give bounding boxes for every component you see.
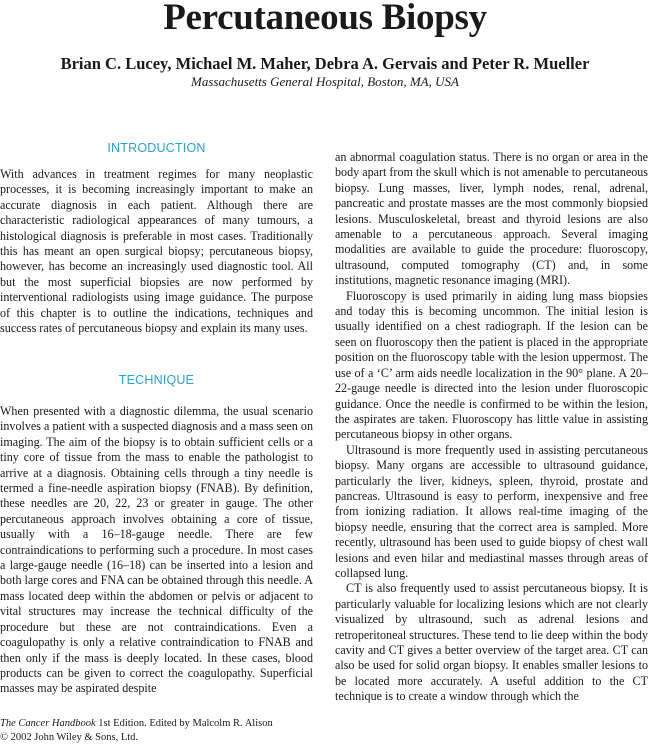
- technique-body: [0, 404, 313, 697]
- paragraph-ct: CT is also frequently used to assist percutaneous biopsy. It is particularly valuable for localizing lesions which are not clearly visualized by ultrasound, such as adrenal lesions and retroperitoneal structures. These tend to lie deep within the body cavity and CT gives a better overview of the target area. CT can also be used for solid organ biopsy. It enables smaller lesions to be located more accurately. A useful addition to the CT technique is to create a window through which the: [335, 581, 648, 704]
- right-column: [335, 150, 648, 705]
- introduction-heading: INTRODUCTION: [107, 141, 206, 155]
- introduction-body: [0, 167, 313, 336]
- book-title: The Cancer Handbook: [0, 718, 96, 729]
- paragraph-ultrasound: Ultrasound is more frequently used in assisting percutaneous biopsy. Many organs are accessible to ultrasound guidance, particularly the liver, kidneys, spleen, thyroid, prostate and pancreas. Ultrasound is easy to perform, inexpensive and free from ionizing radiation. It allows real-time imaging of the biopsy needle, ensuring that the correct area is sampled. More recently, ultrasound has been used to guide biopsy of chest wall lesions and even hilar and mediastinal masses through areas of collapsed lung.: [335, 442, 648, 580]
- technique-paragraph: When presented with a diagnostic dilemma, the usual scenario involves a patient with a suspected diagnosis and a mass seen on imaging. The aim of the biopsy is to obtain sufficient cells or a tiny core of tissue from the mass to enable the pathologist to arrive at a diagnosis. Obtaining cells through a tiny needle is termed a fine-needle aspiration biopsy (FNAB). By definition, these needles are 20, 22, 23 or greater in gauge. The other percutaneous approach involves obtaining a core of tissue, usually with a 16–18-gauge needle. There are few contraindications to performing such a procedure. In most cases a large-gauge needle (16–18) can be inserted into a lesion and both large cores and FNA can be obtained through this needle. A mass located deep within the abdomen or pelvis or adjacent to vital structures may increase the technical difficulty of the procedure but these are not contraindications. Even a coagulopathy is only a relative contraindication to FNAB and then only if the mass is deeply located. In these cases, blood products can be given to correct the coagulopathy. Superficial masses may be aspirated despite: [0, 404, 313, 696]
- page-title: Percutaneous Biopsy: [163, 0, 487, 38]
- introduction-paragraph: With advances in treatment regimes for many neoplastic processes, it is becoming increasingly important to make an accurate diagnosis in each patient. Although there are characteristic radiological appearances of many tumours, a histological diagnosis is preferable in most cases. Traditionally this has meant an open surgical biopsy; percutaneous biopsy, however, has become an increasingly used diagnostic tool. All but the most superficial biopsies are now performed by interventional radiologists using image guidance. The purpose of this chapter is to outline the indications, techniques and success rates of percutaneous biopsy and explain its many uses.: [0, 167, 313, 336]
- paragraph-fluoroscopy: Fluoroscopy is used primarily in aiding lung mass biopsies and today this is becoming uncommon. The initial lesion is usually identified on a chest radiograph. If the lesion can be seen on fluoroscopy then the patient is placed in the appropriate position on the fluoroscopy table with the lesion uppermost. The use of a ‘C’ arm aids needle localization in the 90° plane. A 20–22-gauge needle is directed into the lesion under fluoroscopic guidance. Once the needle is confirmed to be within the lesion, the aspirates are taken. Fluoroscopy has little value in assisting percutaneous biopsy in other organs.: [335, 288, 648, 442]
- copyright: © 2002 John Wiley & Sons, Ltd.: [0, 732, 139, 743]
- edition-editor: 1st Edition. Edited by Malcolm R. Alison: [95, 718, 273, 729]
- authors: Brian C. Lucey, Michael M. Maher, Debra A. Gervais and Peter R. Mueller: [60, 54, 590, 73]
- technique-heading: TECHNIQUE: [118, 373, 195, 387]
- footer: [0, 717, 273, 745]
- footer-citation: [0, 717, 273, 731]
- affiliation: Massachusetts General Hospital, Boston, MA, USA: [191, 74, 459, 89]
- paragraph-abnormal-coagulation: an abnormal coagulation status. There is no organ or area in the body apart from the skull which is not amenable to percutaneous biopsy. Lung masses, liver, lymph nodes, renal, adrenal, pancreatic and prostate masses are the most commonly biopsied lesions. Musculoskeletal, breast and thyroid lesions are also amenable to a percutaneous approach. Several imaging modalities are available to guide the procedure: fluoroscopy, ultrasound, computed tomography (CT) and, in some institutions, magnetic resonance imaging (MRI).: [335, 150, 649, 288]
